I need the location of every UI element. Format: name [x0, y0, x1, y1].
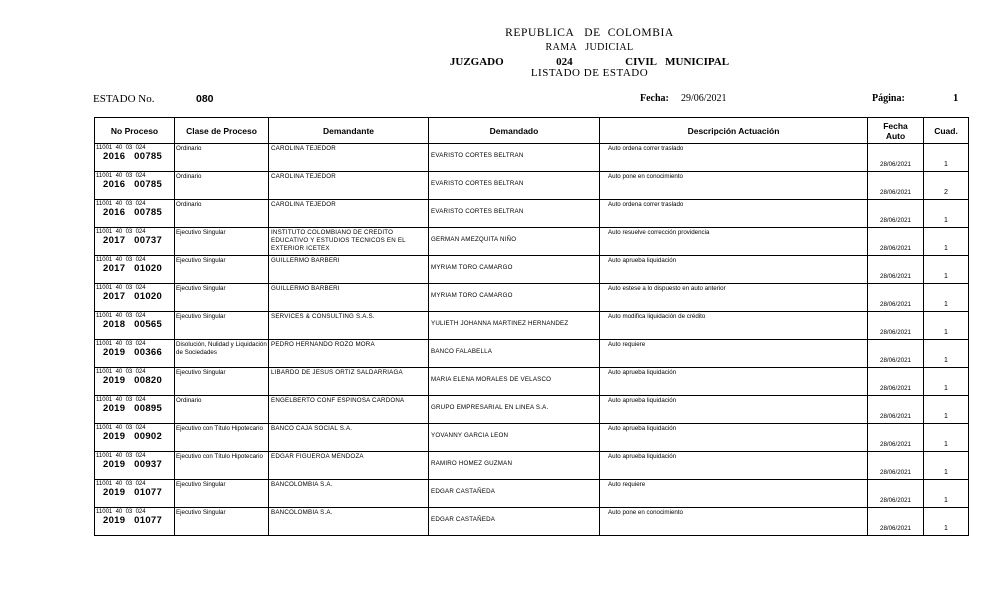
cell-fecha-auto: 28/06/2021 — [868, 144, 924, 172]
estado-label: ESTADO No. — [93, 93, 155, 105]
process-code: 11001 40 03 024 — [96, 201, 146, 207]
process-number: 2019 00902 — [103, 431, 163, 442]
cell-no-proceso — [95, 508, 175, 536]
process-code: 11001 40 03 024 — [96, 453, 146, 459]
cell-demandado: EVARISTO CORTES BELTRAN — [429, 172, 600, 200]
cell-demandado: EVARISTO CORTES BELTRAN — [429, 144, 600, 172]
table-row — [95, 284, 969, 312]
cell-cuad: 1 — [924, 228, 969, 256]
process-code: 11001 40 03 024 — [96, 145, 146, 151]
pagina-value: 1 — [953, 93, 959, 104]
cell-demandante: CAROLINA TEJEDOR — [269, 200, 429, 228]
table-row — [95, 480, 969, 508]
process-number: 2019 00937 — [103, 459, 163, 470]
process-code: 11001 40 03 024 — [96, 397, 146, 403]
column-header-descripcion: Descripción Actuación — [600, 118, 868, 144]
process-code: 11001 40 03 024 — [96, 257, 146, 263]
cell-descripcion: Auto pone en conocimiento — [600, 172, 868, 200]
process-code: 11001 40 03 024 — [96, 285, 146, 291]
process-code: 11001 40 03 024 — [96, 481, 146, 487]
cell-no-proceso — [95, 284, 175, 312]
table-row — [95, 200, 969, 228]
column-header-no-proceso: No Proceso — [95, 118, 175, 144]
table-row — [95, 396, 969, 424]
cell-cuad: 1 — [924, 284, 969, 312]
process-number: 2019 00820 — [103, 375, 163, 386]
cell-no-proceso — [95, 144, 175, 172]
pagina-label: Página: — [872, 93, 905, 104]
cell-cuad: 1 — [924, 480, 969, 508]
cell-no-proceso — [95, 340, 175, 368]
cell-demandado: MARIA ELENA MORALES DE VELASCO — [429, 368, 600, 396]
cell-fecha-auto: 28/06/2021 — [868, 172, 924, 200]
cell-cuad: 1 — [924, 256, 969, 284]
cell-demandante: BANCOLOMBIA S.A. — [269, 480, 429, 508]
cell-no-proceso — [95, 424, 175, 452]
cell-demandado: EDGAR CASTAÑEDA — [429, 480, 600, 508]
header-country: REPUBLICA DE COLOMBIA — [505, 27, 674, 39]
cell-cuad: 1 — [924, 424, 969, 452]
cell-descripcion: Auto aprueba liquidación — [600, 452, 868, 480]
cell-demandante: LIBARDO DE JESUS ORTIZ SALDARRIAGA — [269, 368, 429, 396]
cell-cuad: 1 — [924, 340, 969, 368]
process-code: 11001 40 03 024 — [96, 425, 146, 431]
cell-no-proceso — [95, 312, 175, 340]
cell-fecha-auto: 28/06/2021 — [868, 396, 924, 424]
cell-descripcion: Auto requiere — [600, 480, 868, 508]
cell-demandante: INSTITUTO COLOMBIANO DE CREDITO EDUCATIVO Y ESTUDIOS TECNICOS EN EL EXTERIOR ICETEX — [269, 228, 429, 256]
cell-cuad: 1 — [924, 200, 969, 228]
cell-fecha-auto: 28/06/2021 — [868, 424, 924, 452]
cell-clase: Ejecutivo Singular — [175, 480, 269, 508]
process-code: 11001 40 03 024 — [96, 173, 146, 179]
cell-clase: Ordinario — [175, 172, 269, 200]
cell-cuad: 2 — [924, 172, 969, 200]
cell-descripcion: Auto pone en conocimiento — [600, 508, 868, 536]
cell-cuad: 1 — [924, 396, 969, 424]
fecha-label: Fecha: — [640, 93, 669, 104]
cell-clase: Ejecutivo Singular — [175, 228, 269, 256]
process-number: 2019 01077 — [103, 487, 163, 498]
table-row — [95, 256, 969, 284]
process-number: 2019 01077 — [103, 515, 163, 526]
table-row — [95, 312, 969, 340]
cell-demandado: MYRIAM TORO CAMARGO — [429, 284, 600, 312]
cell-demandante: SERVICES & CONSULTING S.A.S. — [269, 312, 429, 340]
table-row — [95, 424, 969, 452]
cell-descripcion: Auto ordena correr traslado — [600, 200, 868, 228]
cell-clase: Disolución, Nulidad y Liquidación de Sociedades — [175, 340, 269, 368]
cell-clase: Ejecutivo con Título Hipotecario — [175, 452, 269, 480]
cell-fecha-auto: 28/06/2021 — [868, 368, 924, 396]
table-row — [95, 340, 969, 368]
column-header-demandado: Demandado — [429, 118, 600, 144]
process-code: 11001 40 03 024 — [96, 509, 146, 515]
cell-no-proceso — [95, 480, 175, 508]
cell-clase: Ejecutivo Singular — [175, 312, 269, 340]
table-row — [95, 144, 969, 172]
cell-descripcion: Auto estese a lo dispuesto en auto anterior — [600, 284, 868, 312]
cell-demandante: BANCO CAJA SOCIAL S.A. — [269, 424, 429, 452]
cell-fecha-auto: 28/06/2021 — [868, 312, 924, 340]
table-row — [95, 368, 969, 396]
cell-demandante: GUILLERMO BARBERI — [269, 256, 429, 284]
cell-demandado: YOVANNY GARCIA LEON — [429, 424, 600, 452]
cell-descripcion: Auto aprueba liquidación — [600, 424, 868, 452]
cell-demandado: BANCO FALABELLA — [429, 340, 600, 368]
cell-demandado: EDGAR CASTAÑEDA — [429, 508, 600, 536]
cell-demandante: GUILLERMO BARBERI — [269, 284, 429, 312]
cell-descripcion: Auto modifica liquidación de crédito — [600, 312, 868, 340]
cell-clase: Ordinario — [175, 144, 269, 172]
estado-table — [94, 117, 969, 536]
cell-clase: Ordinario — [175, 396, 269, 424]
cell-demandado: RAMIRO HOMEZ GUZMAN — [429, 452, 600, 480]
cell-descripcion: Auto aprueba liquidación — [600, 368, 868, 396]
process-number: 2016 00785 — [103, 151, 163, 162]
table-header-row — [95, 118, 969, 144]
cell-cuad: 1 — [924, 144, 969, 172]
process-number: 2017 01020 — [103, 263, 163, 274]
header-document-title: LISTADO DE ESTADO — [530, 67, 649, 79]
process-code: 11001 40 03 024 — [96, 313, 146, 319]
process-number: 2019 00895 — [103, 403, 163, 414]
cell-fecha-auto: 28/06/2021 — [868, 256, 924, 284]
cell-fecha-auto: 28/06/2021 — [868, 340, 924, 368]
process-number: 2018 00565 — [103, 319, 163, 330]
cell-cuad: 1 — [924, 508, 969, 536]
process-number: 2016 00785 — [103, 207, 163, 218]
cell-clase: Ejecutivo Singular — [175, 368, 269, 396]
cell-fecha-auto: 28/06/2021 — [868, 480, 924, 508]
column-header-fecha-auto: Fecha Auto — [868, 118, 924, 144]
cell-demandante: CAROLINA TEJEDOR — [269, 144, 429, 172]
cell-cuad: 1 — [924, 312, 969, 340]
cell-cuad: 1 — [924, 368, 969, 396]
header-branch: RAMA JUDICIAL — [545, 42, 634, 53]
cell-demandado: GRUPO EMPRESARIAL EN LINEA S.A. — [429, 396, 600, 424]
cell-clase: Ordinario — [175, 200, 269, 228]
cell-descripcion: Auto requiere — [600, 340, 868, 368]
cell-demandado: EVARISTO CORTES BELTRAN — [429, 200, 600, 228]
estado-number: 080 — [196, 93, 214, 105]
column-header-cuad: Cuad. — [924, 118, 969, 144]
cell-clase: Ejecutivo con Título Hipotecario — [175, 424, 269, 452]
cell-demandante: CAROLINA TEJEDOR — [269, 172, 429, 200]
process-number: 2017 01020 — [103, 291, 163, 302]
table-row — [95, 452, 969, 480]
cell-fecha-auto: 28/06/2021 — [868, 508, 924, 536]
cell-descripcion: Auto aprueba liquidación — [600, 256, 868, 284]
cell-no-proceso — [95, 368, 175, 396]
process-number: 2016 00785 — [103, 179, 163, 190]
cell-demandado: GERMAN AMEZQUITA NIÑO — [429, 228, 600, 256]
process-code: 11001 40 03 024 — [96, 369, 146, 375]
table-row — [95, 508, 969, 536]
header-court: JUZGADO 024 CIVIL MUNICIPAL — [449, 56, 730, 68]
fecha-value: 29/06/2021 — [681, 93, 727, 104]
table-row — [95, 228, 969, 256]
cell-demandado: YULIETH JOHANNA MARTINEZ HERNANDEZ — [429, 312, 600, 340]
cell-fecha-auto: 28/06/2021 — [868, 228, 924, 256]
cell-descripcion: Auto resuelve corrección providencia — [600, 228, 868, 256]
cell-demandante: EDGAR FIGUEROA MENDOZA — [269, 452, 429, 480]
cell-demandante: BANCOLOMBIA S.A. — [269, 508, 429, 536]
process-number: 2019 00366 — [103, 347, 163, 358]
cell-fecha-auto: 28/06/2021 — [868, 452, 924, 480]
cell-demandante: PEDRO HERNANDO ROZO MORA — [269, 340, 429, 368]
column-header-clase: Clase de Proceso — [175, 118, 269, 144]
cell-fecha-auto: 28/06/2021 — [868, 200, 924, 228]
cell-clase: Ejecutivo Singular — [175, 284, 269, 312]
cell-no-proceso — [95, 396, 175, 424]
table-body — [95, 144, 969, 536]
table-row — [95, 172, 969, 200]
cell-no-proceso — [95, 452, 175, 480]
cell-demandante: ENGELBERTO CONF ESPINOSA CARDONA — [269, 396, 429, 424]
cell-no-proceso — [95, 200, 175, 228]
process-code: 11001 40 03 024 — [96, 229, 146, 235]
process-number: 2017 00737 — [103, 235, 163, 246]
cell-clase: Ejecutivo Singular — [175, 256, 269, 284]
cell-no-proceso — [95, 256, 175, 284]
column-header-demandante: Demandante — [269, 118, 429, 144]
cell-fecha-auto: 28/06/2021 — [868, 284, 924, 312]
cell-descripcion: Auto ordena correr traslado — [600, 144, 868, 172]
cell-no-proceso — [95, 228, 175, 256]
process-code: 11001 40 03 024 — [96, 341, 146, 347]
cell-descripcion: Auto aprueba liquidación — [600, 396, 868, 424]
cell-cuad: 1 — [924, 452, 969, 480]
cell-demandado: MYRIAM TORO CAMARGO — [429, 256, 600, 284]
cell-clase: Ejecutivo Singular — [175, 508, 269, 536]
cell-no-proceso — [95, 172, 175, 200]
